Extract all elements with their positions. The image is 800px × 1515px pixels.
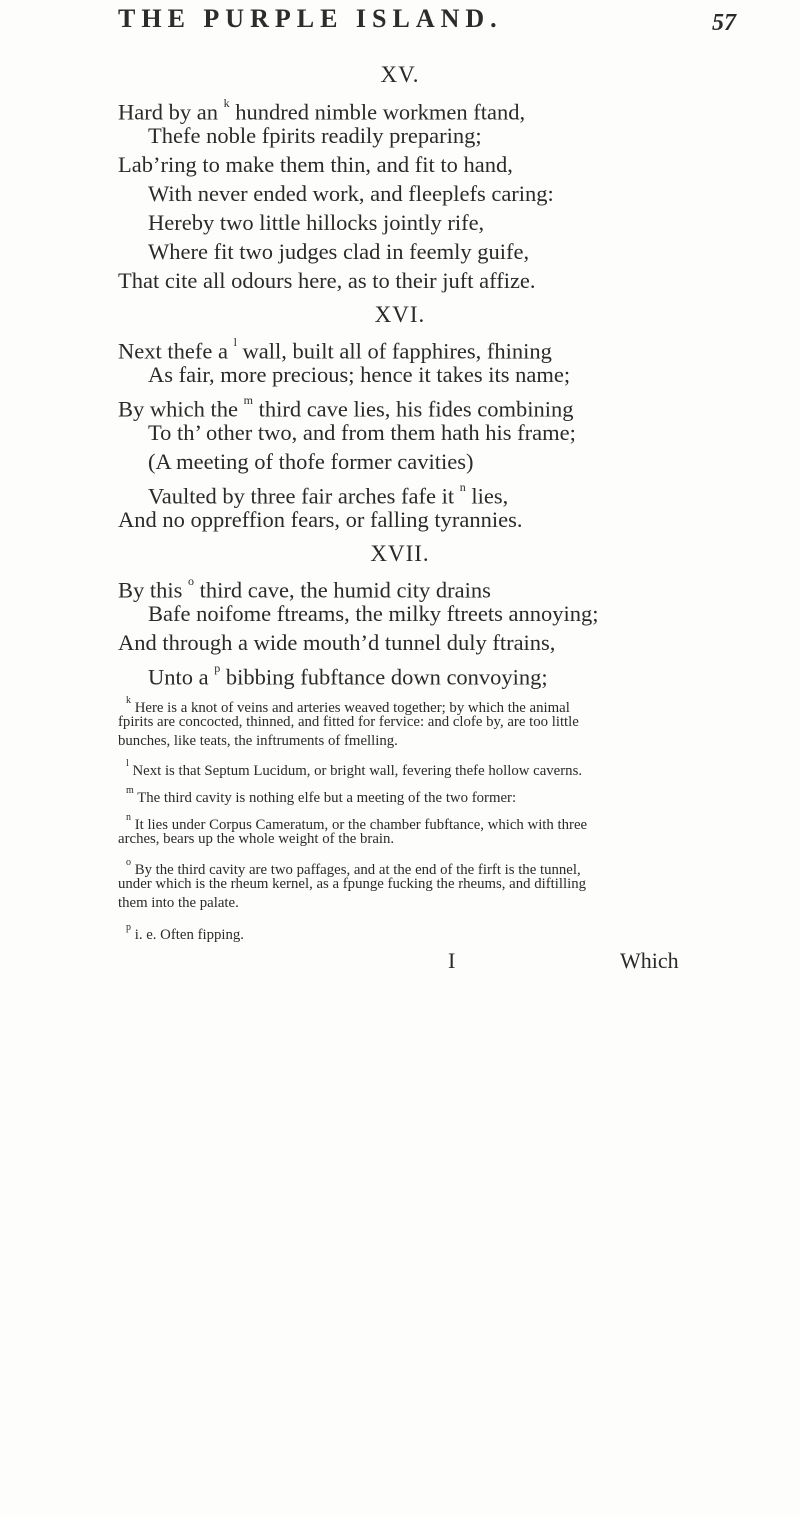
verse-line: By which the $^m$ third cave lies, his fides combining — [118, 393, 574, 422]
verse-line: Thefe noble fpirits readily preparing; — [148, 123, 482, 148]
footnote-line: arches, bears up the whole weight of the brain. — [118, 831, 395, 847]
verse-line: Where fit two judges clad in feemly guife, — [148, 239, 530, 264]
footnote-mark: m — [126, 785, 134, 796]
signature-mark: I — [448, 948, 456, 973]
footnote-line: $^p$ i. e. Often fipping. — [126, 922, 245, 943]
footnote-mark: k — [126, 695, 131, 706]
footnote-line: $^l$ Next is that Septum Lucidum, or bright wall, fevering thefe hollow caverns. — [126, 758, 583, 779]
footnote-marker: n — [459, 480, 466, 494]
footnote-marker: l — [233, 335, 237, 349]
footnote-line: $^o$ By the third cavity are two paffages, and at the end of the firft is the tunnel, — [126, 857, 581, 878]
footnote-marker: p — [214, 661, 221, 675]
footnote-marker: m — [243, 393, 253, 407]
verse-line: With never ended work, and fleeplefs caring: — [148, 181, 554, 206]
running-title: THE PURPLE ISLAND. — [118, 4, 503, 33]
stanza-number: XVI. — [374, 302, 426, 327]
verse-line: Hereby two little hillocks jointly rife, — [148, 210, 485, 235]
verse-line: Bafe noifome ftreams, the milky ftreets annoying; — [148, 601, 599, 626]
verse-line: And no oppreffion fears, or falling tyrannies. — [118, 507, 523, 532]
verse-line: And through a wide mouth’d tunnel duly ftrains, — [118, 630, 556, 655]
verse-line: To th’ other two, and from them hath his frame; — [148, 420, 576, 445]
verse-line: Lab’ring to make them thin, and fit to hand, — [118, 152, 513, 177]
page-number: 57 — [712, 10, 736, 36]
stanza-number: XV. — [380, 62, 420, 87]
verse-line: Hard by an $^k$ hundred nimble workmen ftand, — [118, 96, 526, 125]
verse-line: Unto a $^p$ bibbing fubftance down convoying; — [148, 661, 548, 690]
verse-line: By this $^o$ third cave, the humid city drains — [118, 574, 491, 603]
catchword: Which — [620, 948, 679, 973]
verse-line: As fair, more precious; hence it takes its name; — [148, 362, 571, 387]
verse-line: Next thefe a $^l$ wall, built all of fapphires, fhining — [118, 335, 552, 364]
footnote-line: $^n$ It lies under Corpus Cameratum, or the chamber fubftance, which with three — [126, 812, 588, 833]
footnote-line: $^m$ The third cavity is nothing elfe but a meeting of the two former: — [126, 785, 517, 806]
footnote-line: $^k$ Here is a knot of veins and arteries weaved together; by which the animal — [126, 695, 570, 716]
footnote-marker: k — [223, 96, 230, 110]
footnote-line: under which is the rheum kernel, as a fpunge fucking the rheums, and diftilling — [118, 876, 587, 892]
footnote-marker: o — [188, 574, 195, 588]
footnote-line: bunches, like teats, the inftruments of fmelling. — [118, 733, 398, 749]
footnote-line: fpirits are concocted, thinned, and fitted for fervice: and clofe by, are too little — [118, 714, 579, 730]
footnote-line: them into the palate. — [118, 895, 239, 911]
footnote-mark: n — [126, 812, 131, 823]
verse-line: That cite all odours here, as to their juft affize. — [118, 268, 536, 293]
stanza-number: XVII. — [370, 541, 430, 566]
verse-line: Vaulted by three fair arches fafe it $^n$ lies, — [148, 480, 509, 509]
footnote-mark: l — [126, 758, 129, 769]
footnote-mark: o — [126, 857, 131, 868]
footnote-mark: p — [126, 922, 131, 933]
verse-line: (A meeting of thofe former cavities) — [148, 449, 474, 474]
